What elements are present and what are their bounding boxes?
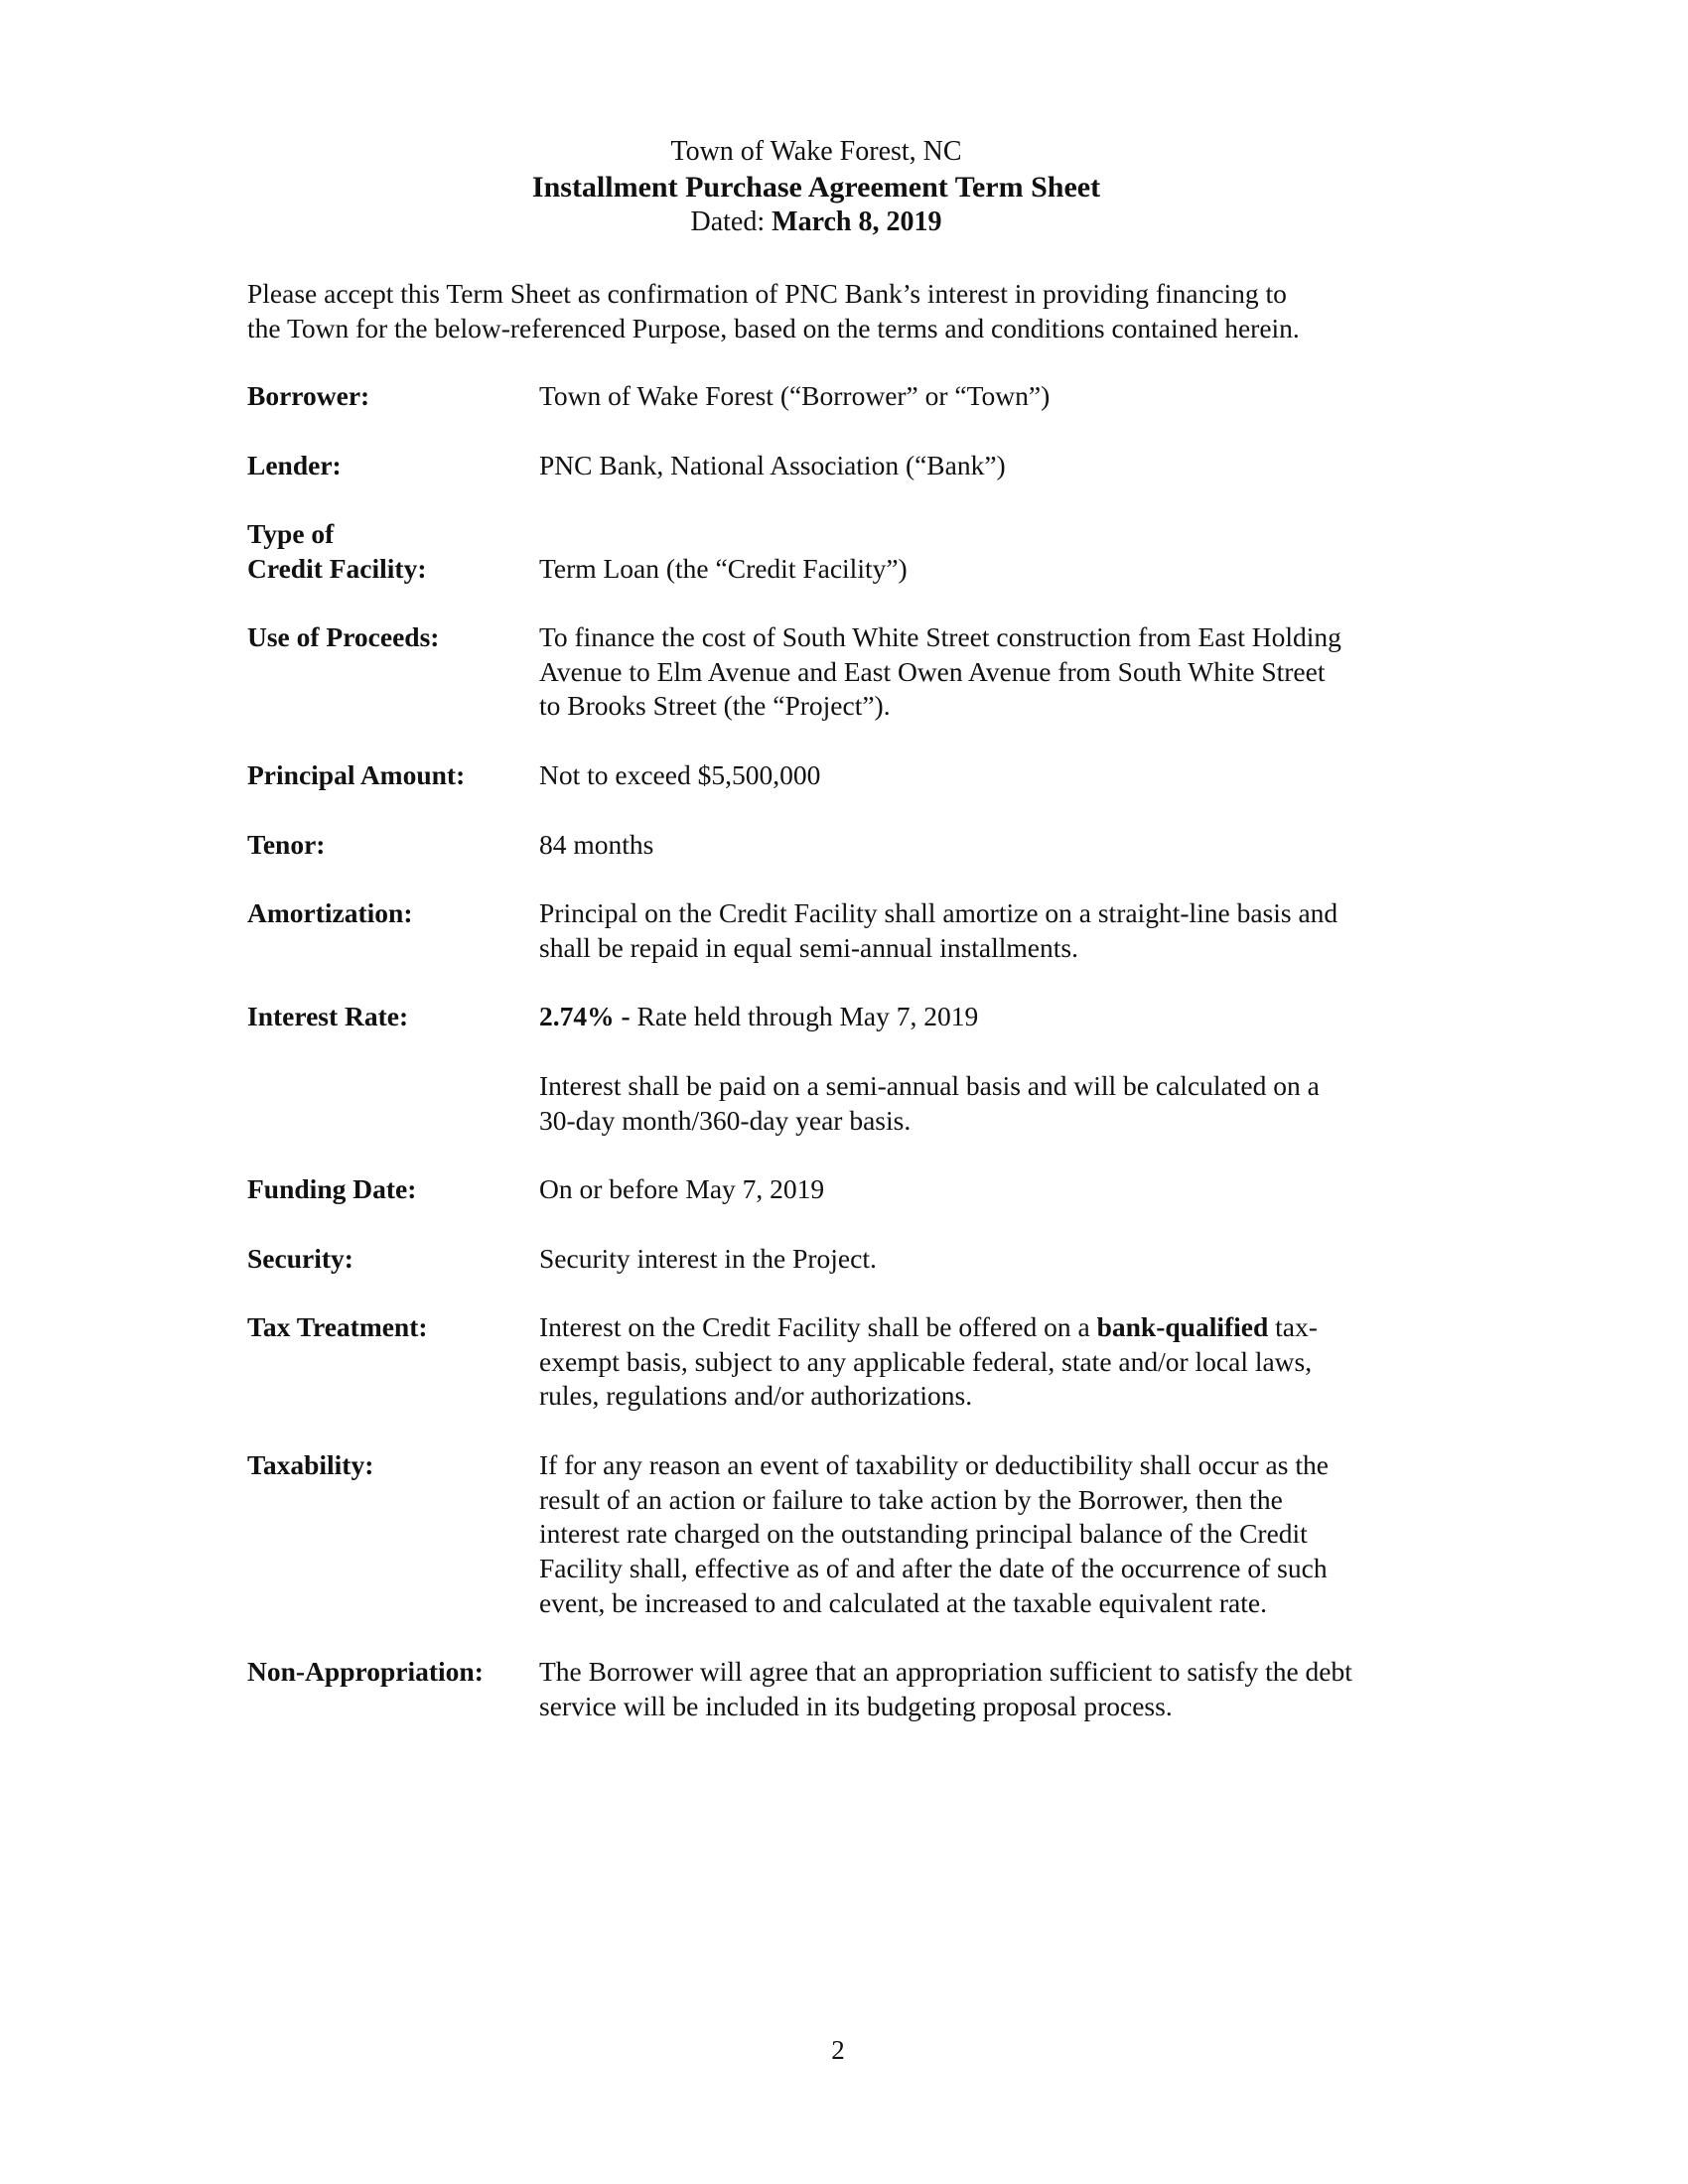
value-line: to Brooks Street (the “Project”). [539,690,891,722]
dated-line [0,205,1632,239]
value-line: shall be repaid in equal semi-annual installments. [539,931,1078,963]
value-line: event, be increased to and calculated at the taxable equivalent rate. [539,1586,1267,1618]
funding-date-label: Funding Date: [247,1173,417,1204]
borrower-value: Town of Wake Forest (“Borrower” or “Town”) [539,380,1051,411]
intro-paragraph [247,277,1439,345]
principal-amount-label: Principal Amount: [247,759,466,790]
non-appropriation-label: Non-Appropriation: [247,1656,484,1687]
tax-treatment-label: Tax Treatment: [247,1311,428,1342]
amortization-label: Amortization: [247,897,413,928]
dated-value: March 8, 2019 [772,206,942,237]
funding-date-value: On or before May 7, 2019 [539,1173,825,1204]
credit-facility-value: Term Loan (the “Credit Facility”) [539,553,908,584]
credit-facility-label-line: Credit Facility: [247,552,427,584]
taxability-value [539,1448,1433,1621]
intro-line: the Town for the below-referenced Purpose, based on the terms and conditions contained herein. [247,312,1300,343]
value-line: Facility shall, effective as of and after the date of the occurrence of such [539,1553,1328,1584]
value-line: 30-day month/360-day year basis. [539,1104,912,1136]
intro-line: Please accept this Term Sheet as confirmation of PNC Bank’s interest in providing financing to [247,278,1287,309]
tax-treatment-text: tax- [1268,1311,1318,1342]
interest-rate-label: Interest Rate: [247,1001,409,1031]
interest-rate-percent: 2.74% - [539,1001,637,1031]
security-value: Security interest in the Project. [539,1243,877,1274]
value-line: exempt basis, subject to any applicable federal, state and/or local laws, [539,1345,1313,1377]
value-line: result of an action or failure to take action by the Borrower, then the [539,1483,1283,1515]
taxability-label: Taxability: [247,1449,374,1480]
borrower-label: Borrower: [247,380,370,411]
interest-rate-hold-text: Rate held through May 7, 2019 [636,1001,979,1031]
value-line: If for any reason an event of taxability or deductibility shall occur as the [539,1449,1329,1480]
value-line: rules, regulations and/or authorizations. [539,1380,973,1412]
tenor-label: Tenor: [247,829,326,860]
use-of-proceeds-value [539,620,1433,724]
interest-calculation-note [539,1069,1433,1138]
lender-label: Lender: [247,450,342,480]
use-of-proceeds-label: Use of Proceeds: [247,621,440,652]
tenor-value: 84 months [539,829,654,860]
tax-treatment-text: Interest on the Credit Facility shall be offered on a [539,1311,1097,1342]
value-line: interest rate charged on the outstanding principal balance of the Credit [539,1518,1308,1550]
value-line: To finance the cost of South White Street construction from East Holding [539,621,1341,652]
interest-rate-value [539,1000,1433,1034]
town-name: Town of Wake Forest, NC [670,136,962,167]
principal-amount-value: Not to exceed $5,500,000 [539,759,821,790]
non-appropriation-value [539,1655,1433,1723]
credit-facility-label [247,517,426,586]
dated-label: Dated: [690,206,773,237]
lender-value: PNC Bank, National Association (“Bank”) [539,450,1006,480]
tax-treatment-value [539,1310,1433,1414]
credit-facility-label-line: Type of [247,518,335,549]
document-title: Installment Purchase Agreement Term Sheet [531,171,1101,204]
value-line: Avenue to Elm Avenue and East Owen Avenue from South White Street [539,655,1326,687]
value-line: Principal on the Credit Facility shall amortize on a straight-line basis and [539,897,1338,928]
value-line: service will be included in its budgeting proposal process. [539,1690,1173,1721]
amortization-value [539,896,1433,965]
page-number: 2 [831,2035,845,2065]
value-line: Interest shall be paid on a semi-annual basis and will be calculated on a [539,1070,1320,1101]
bank-qualified-emphasis: bank-qualified [1096,1311,1269,1342]
security-label: Security: [247,1243,353,1274]
value-line: The Borrower will agree that an appropriation sufficient to satisfy the debt [539,1656,1352,1687]
